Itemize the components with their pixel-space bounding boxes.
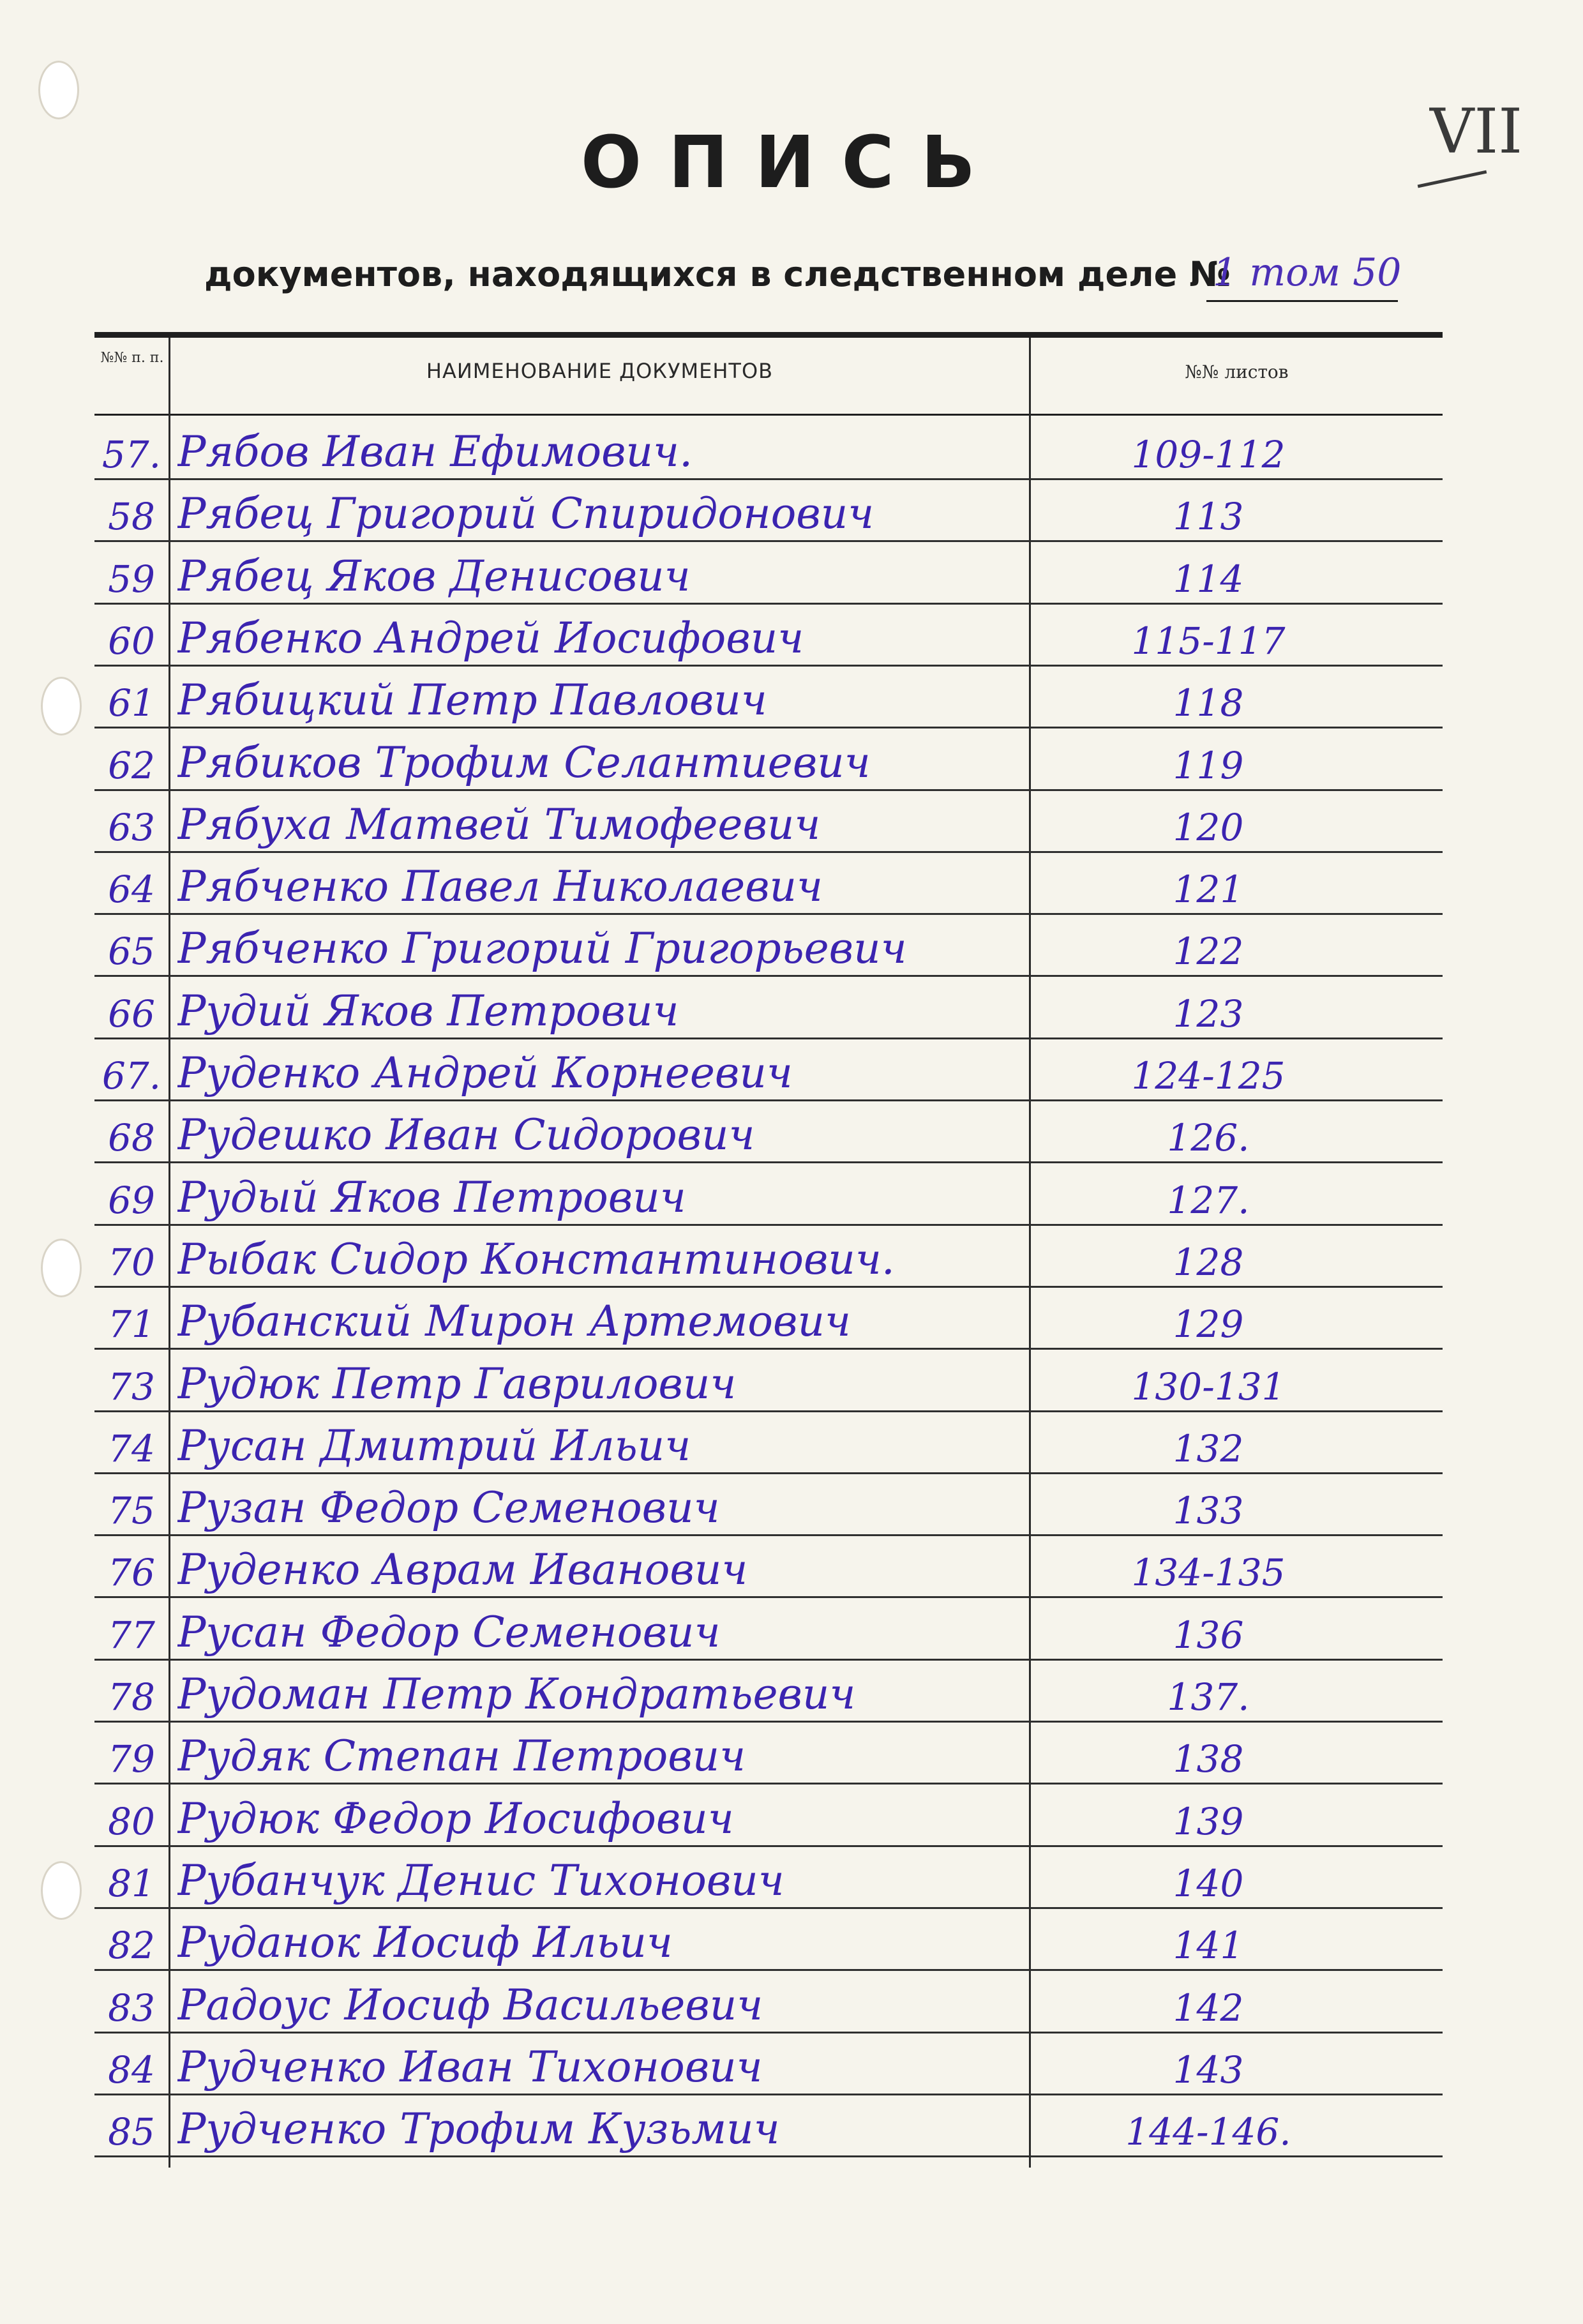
- table-row: [94, 1040, 1443, 1101]
- table-row: [94, 792, 1443, 853]
- row-number: 80: [108, 1799, 155, 1843]
- row-person-name: Рябченко Павел Николаевич: [177, 862, 823, 912]
- row-number: 76: [108, 1551, 155, 1595]
- table-row: [94, 1165, 1443, 1226]
- row-number: 65: [108, 930, 155, 974]
- punch-hole-lower-middle: [41, 1239, 82, 1297]
- corner-volume-mark: VII: [1430, 96, 1523, 167]
- table-row: [94, 1413, 1443, 1474]
- table-row: [94, 1288, 1443, 1350]
- row-person-name: Рудюк Петр Гаврилович: [177, 1359, 737, 1408]
- row-rule: [94, 540, 1443, 542]
- header-number: №№ п. п.: [100, 350, 164, 366]
- row-sheet-numbers: 140: [1173, 1861, 1244, 1905]
- row-sheet-numbers: 118: [1173, 681, 1244, 725]
- table-row: [94, 1723, 1443, 1784]
- row-rule: [94, 478, 1443, 480]
- row-sheet-numbers: 126.: [1167, 1116, 1250, 1160]
- row-rule: [94, 1721, 1443, 1723]
- row-number: 79: [108, 1737, 155, 1781]
- table-row: [94, 978, 1443, 1039]
- row-number: 57.: [101, 433, 161, 476]
- row-rule: [94, 1348, 1443, 1350]
- row-number: 60: [108, 619, 155, 663]
- row-rule: [94, 1969, 1443, 1971]
- row-sheet-numbers: 136: [1173, 1613, 1244, 1657]
- row-person-name: Руденко Аврам Иванович: [177, 1545, 748, 1595]
- row-rule: [94, 1845, 1443, 1847]
- row-person-name: Рудешко Иван Сидорович: [177, 1110, 755, 1160]
- row-sheet-numbers: 142: [1173, 1986, 1244, 2030]
- page-title: ОПИСЬ: [580, 121, 1003, 204]
- row-number: 73: [108, 1364, 155, 1408]
- row-rule: [94, 2155, 1443, 2157]
- punch-hole-upper-middle: [41, 677, 82, 736]
- row-person-name: Рудченко Трофим Кузьмич: [177, 2104, 780, 2154]
- row-sheet-numbers: 137.: [1167, 1675, 1250, 1719]
- row-number: 82: [108, 1924, 155, 1968]
- table-row: [94, 1475, 1443, 1536]
- row-person-name: Рябиков Трофим Селантиевич: [177, 737, 871, 787]
- page-subtitle: документов, находящихся в следственном деле №: [204, 254, 1231, 294]
- row-number: 81: [108, 1861, 155, 1905]
- row-sheet-numbers: 123: [1173, 992, 1244, 1036]
- row-person-name: Рябченко Григорий Григорьевич: [177, 924, 907, 974]
- table-row: [94, 419, 1443, 480]
- row-number: 75: [108, 1489, 155, 1533]
- row-person-name: Рубанский Мирон Артемович: [177, 1297, 852, 1347]
- header-sheets: №№ листов: [1185, 361, 1289, 382]
- row-sheet-numbers: 138: [1173, 1737, 1244, 1781]
- table-row: [94, 1972, 1443, 2033]
- row-sheet-numbers: 143: [1173, 2048, 1244, 2092]
- table-row: [94, 2096, 1443, 2157]
- row-number: 77: [108, 1613, 155, 1657]
- row-rule: [94, 603, 1443, 605]
- row-sheet-numbers: 114: [1173, 557, 1244, 601]
- row-rule: [94, 1596, 1443, 1598]
- table-row: [94, 543, 1443, 605]
- table-row: [94, 1910, 1443, 1971]
- row-person-name: Руданок Иосиф Ильич: [177, 1918, 673, 1968]
- row-rule: [94, 1659, 1443, 1661]
- row-person-name: Рубанчук Денис Тихонович: [177, 1855, 784, 1905]
- row-rule: [94, 1038, 1443, 1039]
- table-row: [94, 481, 1443, 542]
- case-number: 1 том 50: [1213, 250, 1402, 295]
- table-row: [94, 1226, 1443, 1288]
- table-row: [94, 667, 1443, 728]
- row-sheet-numbers: 133: [1173, 1489, 1244, 1533]
- row-rule: [94, 975, 1443, 977]
- row-rule: [94, 1099, 1443, 1101]
- row-person-name: Радоус Иосиф Васильевич: [177, 1980, 763, 2030]
- row-rule: [94, 1907, 1443, 1909]
- row-person-name: Рудый Яков Петрович: [177, 1172, 686, 1222]
- header-name: НАИМЕНОВАНИЕ ДОКУМЕНТОВ: [426, 359, 774, 383]
- row-number: 68: [108, 1116, 155, 1160]
- row-number: 78: [108, 1675, 155, 1719]
- punch-hole-top: [38, 61, 79, 119]
- row-person-name: Русан Федор Семенович: [177, 1607, 721, 1657]
- table-top-rule: [94, 332, 1443, 338]
- row-number: 58: [108, 495, 155, 539]
- row-person-name: Русан Дмитрий Ильич: [177, 1421, 691, 1470]
- row-sheet-numbers: 128: [1173, 1240, 1244, 1284]
- row-rule: [94, 2094, 1443, 2095]
- row-rule: [94, 2032, 1443, 2033]
- row-sheet-numbers: 121: [1173, 868, 1244, 912]
- row-rule: [94, 789, 1443, 791]
- row-number: 70: [108, 1240, 155, 1284]
- row-rule: [94, 1224, 1443, 1226]
- row-sheet-numbers: 120: [1173, 805, 1244, 849]
- row-person-name: Рудченко Иван Тихонович: [177, 2042, 763, 2092]
- table-row: [94, 1599, 1443, 1661]
- row-rule: [94, 1410, 1443, 1412]
- row-number: 83: [108, 1986, 155, 2030]
- row-sheet-numbers: 134-135: [1131, 1551, 1286, 1595]
- row-number: 85: [108, 2110, 155, 2154]
- row-rule: [94, 727, 1443, 728]
- table-row: [94, 1786, 1443, 1847]
- row-rule: [94, 1472, 1443, 1474]
- row-person-name: Рудяк Степан Петрович: [177, 1732, 746, 1781]
- row-person-name: Рябенко Андрей Иосифович: [177, 613, 804, 663]
- row-number: 61: [108, 681, 155, 725]
- case-number-underline: [1206, 300, 1398, 302]
- punch-hole-bottom: [41, 1861, 82, 1920]
- row-sheet-numbers: 124-125: [1131, 1054, 1286, 1098]
- table-row: [94, 854, 1443, 915]
- table-header-rule: [94, 414, 1443, 416]
- row-number: 69: [108, 1178, 155, 1222]
- row-number: 84: [108, 2048, 155, 2092]
- row-person-name: Рудоман Петр Кондратьевич: [177, 1670, 856, 1719]
- row-person-name: Рябец Григорий Спиридонович: [177, 489, 874, 539]
- row-person-name: Рыбак Сидор Константинович.: [177, 1234, 895, 1284]
- row-rule: [94, 1161, 1443, 1163]
- row-sheet-numbers: 141: [1173, 1924, 1244, 1968]
- table-row: [94, 1102, 1443, 1163]
- row-number: 66: [108, 992, 155, 1036]
- row-rule: [94, 1534, 1443, 1536]
- table-row: [94, 1661, 1443, 1723]
- row-number: 71: [108, 1302, 155, 1347]
- table-row: [94, 916, 1443, 977]
- row-sheet-numbers: 130-131: [1131, 1364, 1286, 1408]
- row-number: 63: [108, 805, 155, 849]
- row-person-name: Рудюк Федор Иосифович: [177, 1793, 734, 1843]
- row-person-name: Руденко Андрей Корнеевич: [177, 1048, 793, 1098]
- row-person-name: Рудий Яков Петрович: [177, 986, 679, 1036]
- table-row: [94, 1537, 1443, 1598]
- row-sheet-numbers: 129: [1173, 1302, 1244, 1347]
- row-person-name: Рябец Яков Денисович: [177, 551, 691, 601]
- row-rule: [94, 1783, 1443, 1784]
- row-number: 62: [108, 743, 155, 787]
- row-rule: [94, 665, 1443, 667]
- row-number: 74: [108, 1426, 155, 1470]
- row-sheet-numbers: 122: [1173, 930, 1244, 974]
- row-sheet-numbers: 139: [1173, 1799, 1244, 1843]
- row-number: 59: [108, 557, 155, 601]
- row-sheet-numbers: 119: [1173, 743, 1244, 787]
- row-sheet-numbers: 144-146.: [1125, 2110, 1291, 2154]
- row-person-name: Рябов Иван Ефимович.: [177, 427, 693, 476]
- row-person-name: Рябицкий Петр Павлович: [177, 675, 767, 725]
- table-row: [94, 2034, 1443, 2095]
- table-row: [94, 730, 1443, 791]
- table-row: [94, 605, 1443, 667]
- row-sheet-numbers: 113: [1173, 495, 1244, 539]
- row-sheet-numbers: 127.: [1167, 1178, 1250, 1222]
- row-sheet-numbers: 132: [1173, 1426, 1244, 1470]
- row-sheet-numbers: 115-117: [1131, 619, 1286, 663]
- row-person-name: Рузан Федор Семенович: [177, 1483, 720, 1533]
- row-number: 64: [108, 868, 155, 912]
- row-number: 67.: [101, 1054, 161, 1098]
- row-rule: [94, 1286, 1443, 1288]
- row-person-name: Рябуха Матвей Тимофеевич: [177, 799, 821, 849]
- table-row: [94, 1848, 1443, 1909]
- row-rule: [94, 913, 1443, 915]
- row-sheet-numbers: 109-112: [1131, 433, 1286, 476]
- row-rule: [94, 851, 1443, 853]
- table-row: [94, 1351, 1443, 1412]
